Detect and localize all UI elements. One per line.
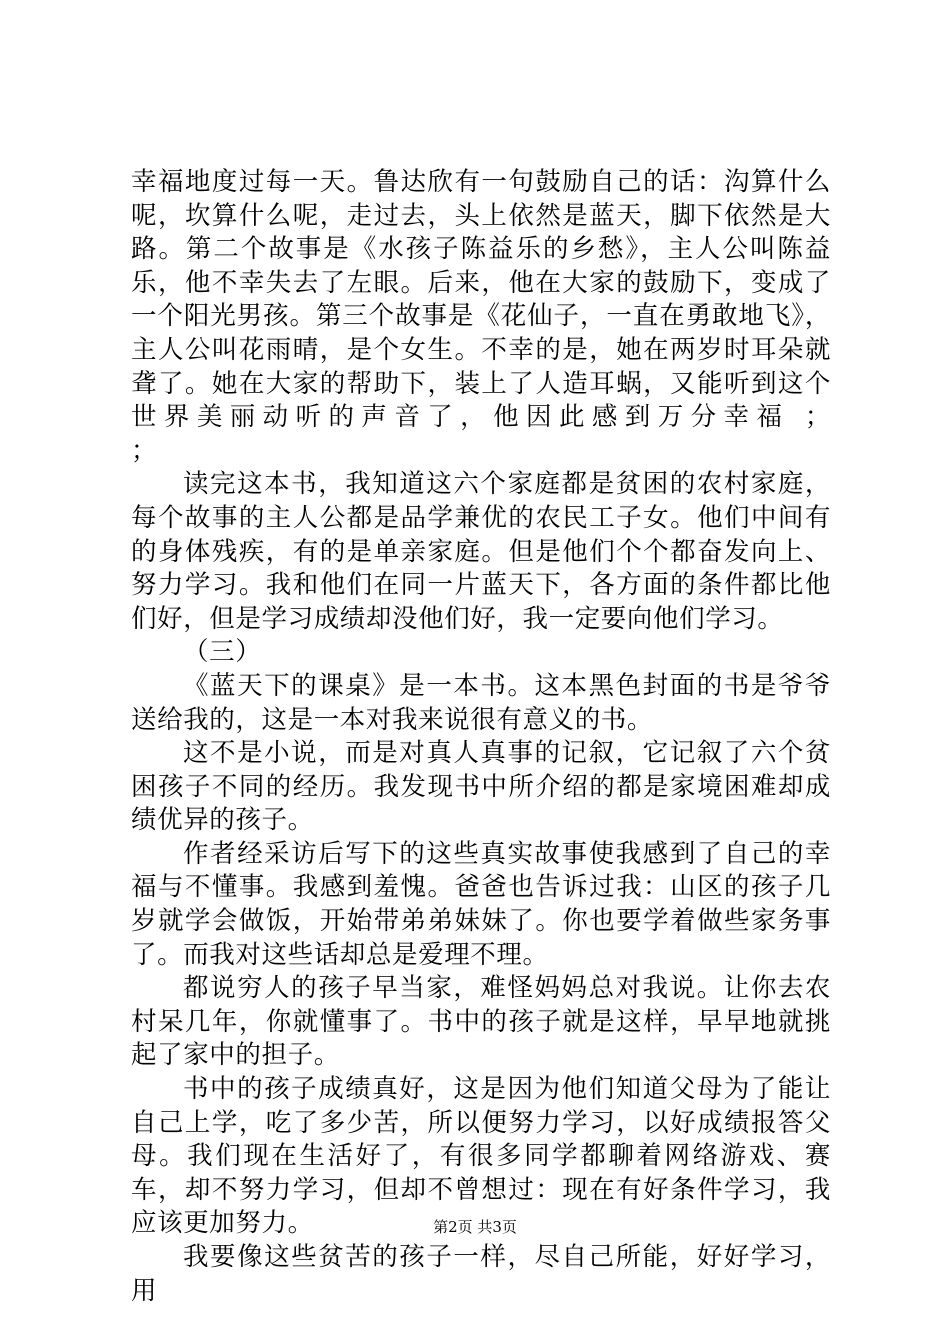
paragraph-6: 作者经采访后写下的这些真实故事使我感到了自己的幸福与不懂事。我感到羞愧。爸爸也告诉过我：山区的孩子几岁就学会做饭，开始带弟弟妹妹了。你也要学着做些家务事了。而我对这些话却总是爱理不理。	[131, 838, 831, 970]
paragraph-8: 书中的孩子成绩真好，这是因为他们知道父母为了能让自己上学，吃了多少苦，所以便努力学习，以好成绩报答父母。我们现在生活好了，有很多同学都聊着网络游戏、赛车，却不努力学习，但却不曾想过：现在有好条件学习，我应该更加努力。	[131, 1074, 831, 1239]
section-heading: （三）	[183, 637, 262, 668]
paragraph-5: 这不是小说，而是对真人真事的记叙，它记叙了六个贫困孩子不同的经历。我发现书中所介绍的都是家境困难却成绩优异的孩子。	[131, 738, 831, 836]
paragraph-7: 都说穷人的孩子早当家，难怪妈妈总对我说。让你去农村呆几年，你就懂事了。书中的孩子就是这样，早早地就挑起了家中的担子。	[131, 973, 831, 1071]
page-footer: 第2页 共3页	[433, 1218, 517, 1236]
paragraph-4: 《蓝天下的课桌》是一本书。这本黑色封面的书是爷爷送给我的，这是一本对我来说很有意义的书。	[131, 670, 831, 735]
paragraph-3: 读完这本书，我知道这六个家庭都是贫困的农村家庭，每个故事的主人公都是品学兼优的农民工子女。他们中间有的身体残疾，有的是单亲家庭。但是他们个个都奋发向上、努力学习。我和他们在同一片蓝天下，各方面的条件都比他们好，但是学习成绩却没他们好，我一定要向他们学习。	[131, 469, 831, 634]
paragraph-2: ；	[131, 435, 158, 466]
document-body	[131, 166, 831, 1308]
paragraph-1: 幸福地度过每一天。鲁达欣有一句鼓励自己的话：沟算什么呢，坎算什么呢，走过去，头上依然是蓝天，脚下依然是大路。第二个故事是《水孩子陈益乐的乡愁》，主人公叫陈益乐，他不幸失去了左眼。后来，他在大家的鼓励下，变成了一个阳光男孩。第三个故事是《花仙子，一直在勇敢地飞》，主人公叫花雨晴，是个女生。不幸的是，她在两岁时耳朵就聋了。她在大家的帮助下，装上了人造耳蜗，又能听到这个世界美丽动听的声音了，他因此感到万分幸福 ；	[131, 167, 831, 433]
paragraph-9: 我要像这些贫苦的孩子一样，尽自己所能，好好学习，用	[131, 1242, 831, 1306]
